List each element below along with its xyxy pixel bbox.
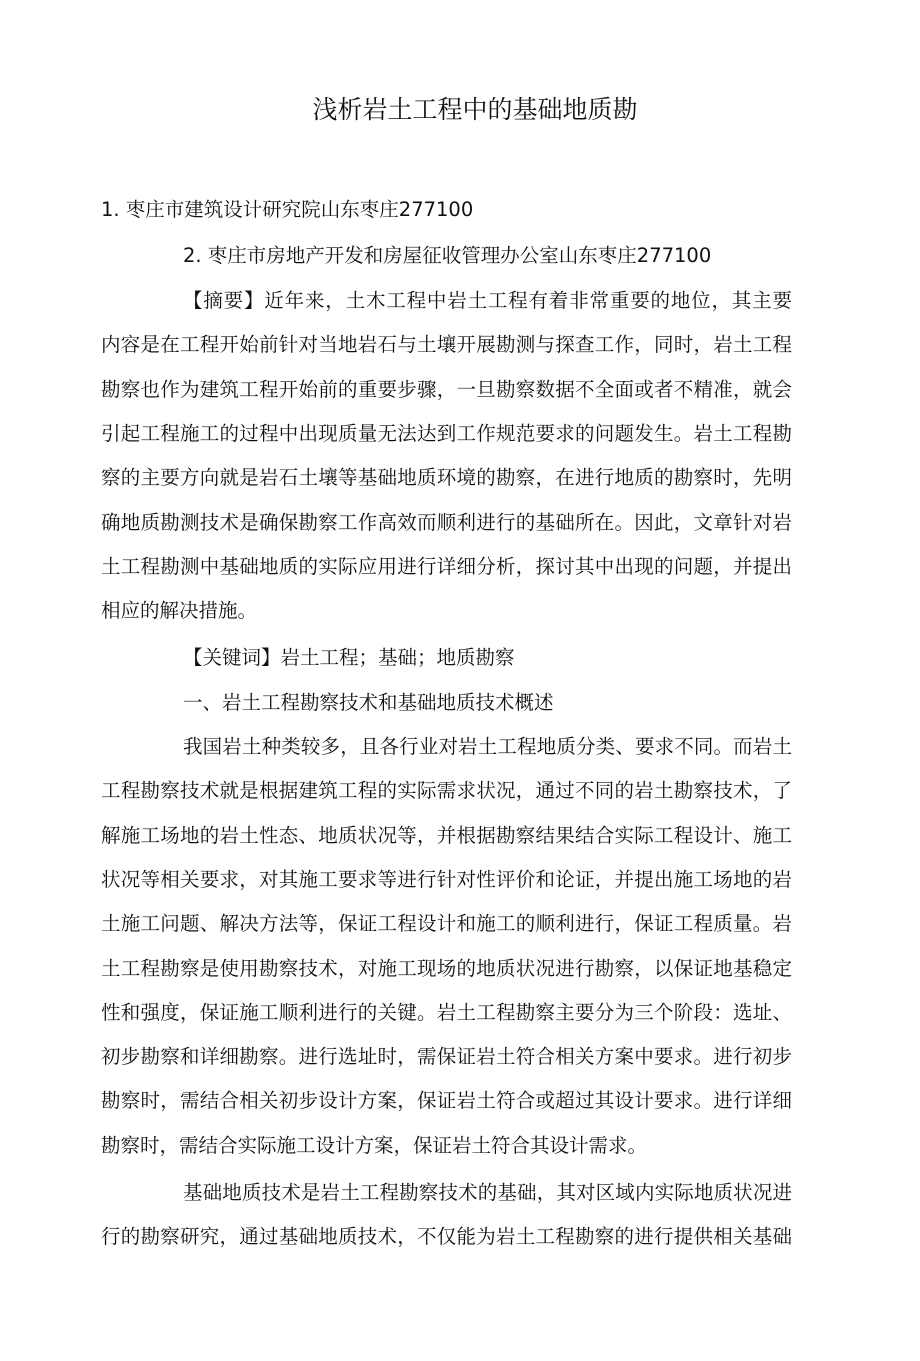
text-line: 相应的解决措施。 xyxy=(101,599,258,623)
text-line: 勘察时，需结合相关初步设计方案，保证岩土符合或超过其设计要求。进行详细 xyxy=(101,1089,792,1113)
text-line: 解施工场地的岩土性态、地质状况等，并根据勘察结果结合实际工程设计、施工 xyxy=(101,823,792,847)
text-line: 土工程勘测中基础地质的实际应用进行详细分析，探讨其中出现的问题，并提出 xyxy=(101,554,792,578)
text-line: 初步勘察和详细勘察。进行选址时，需保证岩土符合相关方案中要求。进行初步 xyxy=(101,1045,792,1069)
text-line: 勘察也作为建筑工程开始前的重要步骤，一旦勘察数据不全面或者不精准，就会 xyxy=(101,377,792,401)
text-line: 工程勘察技术就是根据建筑工程的实际需求状况，通过不同的岩土勘察技术，了 xyxy=(101,779,792,803)
text-line: 土工程勘察是使用勘察技术，对施工现场的地质状况进行勘察，以保证地基稳定 xyxy=(101,956,792,980)
text-line: 我国岩土种类较多，且各行业对岩土工程地质分类、要求不同。而岩土 xyxy=(183,735,792,758)
text-line: 内容是在工程开始前针对当地岩石与土壤开展勘测与探查工作，同时，岩土工程 xyxy=(101,333,792,357)
text-line: 确地质勘测技术是确保勘察工作高效而顺利进行的基础所在。因此，文章针对岩 xyxy=(101,510,792,534)
affiliation-2: 2. 枣庄市房地产开发和房屋征收管理办公室山东枣庄277100 xyxy=(183,244,712,267)
text-line: 基础地质技术是岩土工程勘察技术的基础，其对区域内实际地质状况进 xyxy=(183,1181,792,1204)
text-line: 行的勘察研究，通过基础地质技术，不仅能为岩土工程勘察的进行提供相关基础 xyxy=(101,1225,792,1249)
document-title: 浅析岩土工程中的基础地质勘 xyxy=(312,95,638,124)
affiliation-1: 1. 枣庄市建筑设计研究院山东枣庄277100 xyxy=(101,198,474,221)
section-heading: 一、岩土工程勘察技术和基础地质技术概述 xyxy=(183,691,554,714)
text-line: 引起工程施工的过程中出现质量无法达到工作规范要求的问题发生。岩土工程勘 xyxy=(101,421,792,445)
text-line: 【摘要】近年来，土木工程中岩土工程有着非常重要的地位，其主要 xyxy=(183,289,792,312)
text-line: 性和强度，保证施工顺利进行的关键。岩土工程勘察主要分为三个阶段：选址、 xyxy=(101,1000,792,1024)
text-line: 勘察时，需结合实际施工设计方案，保证岩土符合其设计需求。 xyxy=(101,1133,648,1157)
keywords: 【关键词】岩土工程；基础；地质勘察 xyxy=(183,646,515,669)
text-line: 土施工问题、解决方法等，保证工程设计和施工的顺利进行，保证工程质量。岩 xyxy=(101,912,792,936)
text-line: 状况等相关要求，对其施工要求等进行针对性评价和论证，并提出施工场地的岩 xyxy=(101,867,792,891)
text-line: 察的主要方向就是岩石土壤等基础地质环境的勘察，在进行地质的勘察时，先明 xyxy=(101,466,792,490)
